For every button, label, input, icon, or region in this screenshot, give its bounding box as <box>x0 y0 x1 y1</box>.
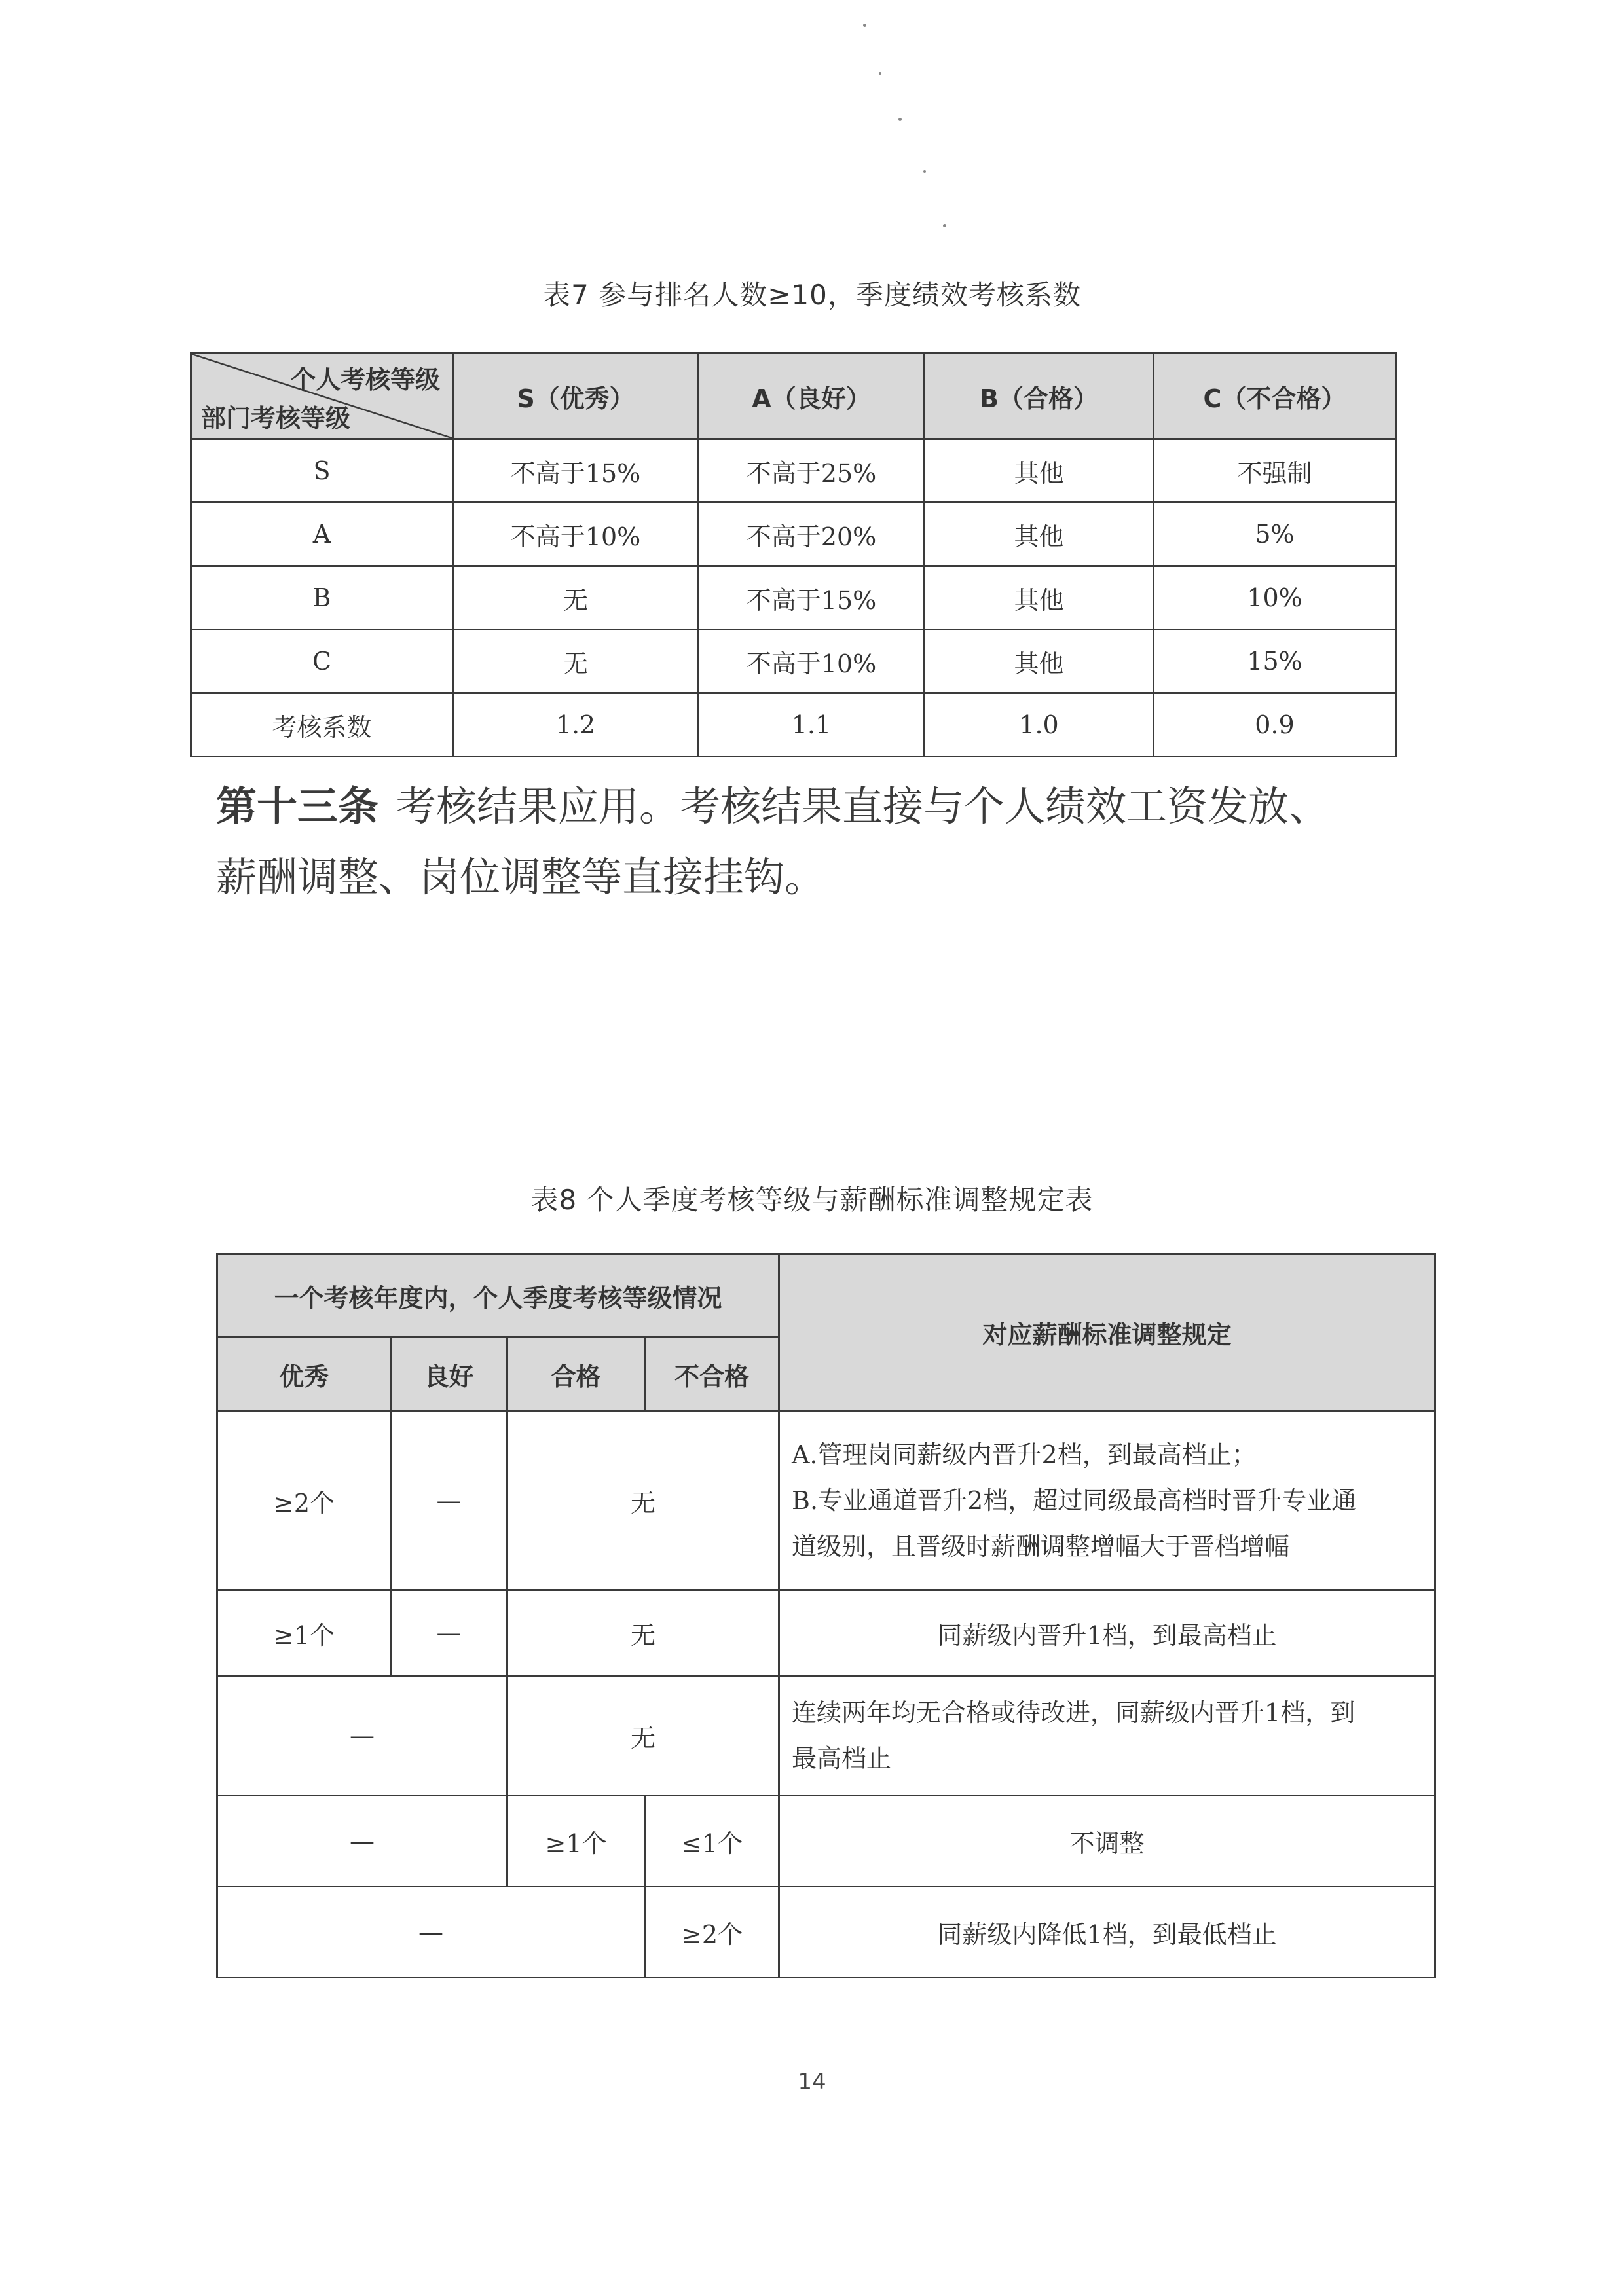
table7-caption: 表7 参与排名人数≥10，季度绩效考核系数 <box>543 279 1081 311</box>
table-cell: 10% <box>1154 566 1396 630</box>
corner-bottom-label: 部门考核等级 <box>201 404 351 433</box>
table7-col-header: S（优秀） <box>453 354 699 439</box>
table8-row <box>217 1676 1435 1796</box>
table-cell: 其他 <box>925 503 1154 566</box>
rule-cell <box>779 1676 1435 1796</box>
rule-line: 最高档止 <box>792 1744 892 1773</box>
table-cell: 无 <box>507 1590 779 1676</box>
table-cell: 不高于25% <box>699 439 925 503</box>
scan-speck <box>923 170 926 173</box>
table-cell: ≥2个 <box>645 1887 779 1978</box>
rule-line: B.专业通道晋升2档，超过同级最高档时晋升专业通 <box>792 1486 1357 1515</box>
scan-speck <box>898 118 902 121</box>
table7-row <box>191 630 1396 693</box>
row-label: S <box>191 439 453 503</box>
table8-row <box>217 1796 1435 1887</box>
table-cell: 1.2 <box>453 693 699 757</box>
scan-speck <box>943 224 946 227</box>
table-cell: 15% <box>1154 630 1396 693</box>
table-cell: ≤1个 <box>645 1796 779 1887</box>
table7-row <box>191 439 1396 503</box>
table8-header-row <box>217 1254 1435 1338</box>
table-cell: 不强制 <box>1154 439 1396 503</box>
corner-top-label: 个人考核等级 <box>290 365 440 394</box>
table8-subheader: 优秀 <box>217 1338 391 1412</box>
table8-subheader: 不合格 <box>645 1338 779 1412</box>
row-label: 考核系数 <box>191 693 453 757</box>
table-cell: 0.9 <box>1154 693 1396 757</box>
row-label: B <box>191 566 453 630</box>
table8-row <box>217 1412 1435 1590</box>
table-cell: 1.0 <box>925 693 1154 757</box>
table-cell: 其他 <box>925 439 1154 503</box>
table-cell: 1.1 <box>699 693 925 757</box>
row-label: A <box>191 503 453 566</box>
table-cell: 无 <box>507 1676 779 1796</box>
table-cell: 不高于15% <box>699 566 925 630</box>
table7-row <box>191 503 1396 566</box>
table-cell: 不高于10% <box>453 503 699 566</box>
rule-cell: 不调整 <box>779 1796 1435 1887</box>
rule-cell <box>779 1412 1435 1590</box>
table-cell: 无 <box>507 1412 779 1590</box>
table-cell: 不高于15% <box>453 439 699 503</box>
rule-line: A.管理岗同薪级内晋升2档，到最高档止； <box>792 1440 1257 1469</box>
table-cell: — <box>391 1590 507 1676</box>
table-cell: ≥1个 <box>217 1590 391 1676</box>
table-cell: — <box>217 1796 507 1887</box>
table-cell: 无 <box>453 630 699 693</box>
table8 <box>216 1253 1436 1978</box>
table7-header-row <box>191 354 1396 439</box>
table8-row <box>217 1590 1435 1676</box>
table7-corner-cell <box>191 354 453 439</box>
paragraph-line: 薪酬调整、岗位调整等直接挂钩。 <box>216 853 826 901</box>
table8-caption: 表8 个人季度考核等级与薪酬标准调整规定表 <box>530 1184 1094 1216</box>
scan-speck <box>863 24 866 27</box>
rule-cell: 同薪级内降低1档，到最低档止 <box>779 1887 1435 1978</box>
table8-group-header: 一个考核年度内，个人季度考核等级情况 <box>217 1254 779 1338</box>
table-cell: ≥2个 <box>217 1412 391 1590</box>
table7-col-header: C（不合格） <box>1154 354 1396 439</box>
table8-rule-header: 对应薪酬标准调整规定 <box>779 1254 1435 1412</box>
table-cell: 无 <box>453 566 699 630</box>
table7-row <box>191 693 1396 757</box>
row-label: C <box>191 630 453 693</box>
table-cell: 不高于20% <box>699 503 925 566</box>
table-cell: 不高于10% <box>699 630 925 693</box>
table-cell: — <box>217 1676 507 1796</box>
table8-subheader: 合格 <box>507 1338 645 1412</box>
article-13-heading: 第十三条 <box>216 782 379 830</box>
table-cell: 其他 <box>925 630 1154 693</box>
table7-col-header: A（良好） <box>699 354 925 439</box>
table-cell: — <box>391 1412 507 1590</box>
rule-cell: 同薪级内晋升1档，到最高档止 <box>779 1590 1435 1676</box>
table-cell: — <box>217 1887 645 1978</box>
table-cell: ≥1个 <box>507 1796 645 1887</box>
page-number: 14 <box>798 2069 826 2095</box>
table7 <box>190 352 1397 757</box>
table-cell: 其他 <box>925 566 1154 630</box>
paragraph-line: 考核结果应用。考核结果直接与个人绩效工资发放、 <box>396 782 1330 830</box>
scan-speck <box>879 72 881 75</box>
rule-line: 道级别，且晋级时薪酬调整增幅大于晋档增幅 <box>792 1532 1290 1561</box>
table8-subheader: 良好 <box>391 1338 507 1412</box>
table7-row <box>191 566 1396 630</box>
table7-col-header: B（合格） <box>925 354 1154 439</box>
table8-row <box>217 1887 1435 1978</box>
rule-line: 连续两年均无合格或待改进，同薪级内晋升1档，到 <box>792 1698 1356 1727</box>
article-13-paragraph <box>216 769 1395 844</box>
table-cell: 5% <box>1154 503 1396 566</box>
